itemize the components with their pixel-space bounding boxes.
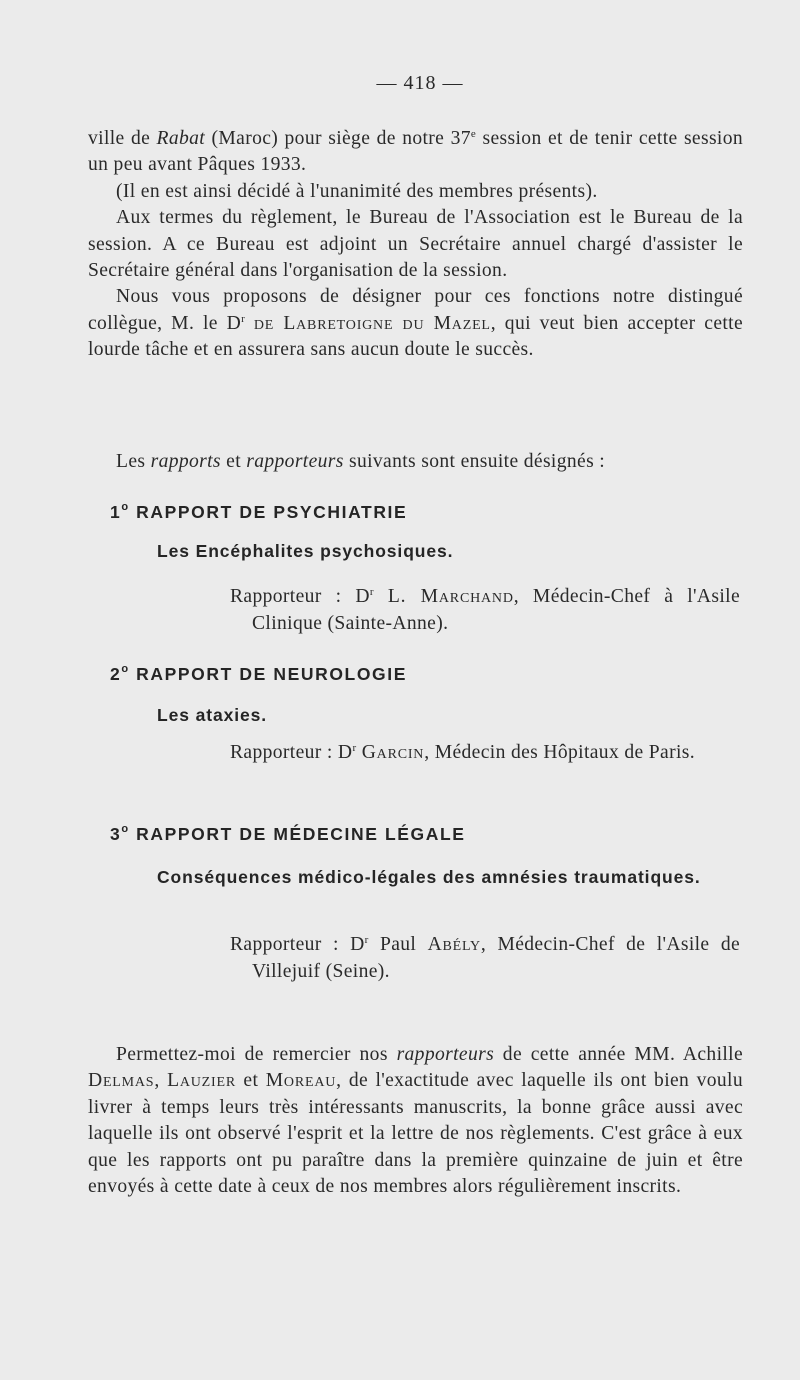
intro-paragraph-1: ville de Rabat (Maroc) pour siège de notre 37e session et de tenir cette session un peu avant Pâques 1933. <box>88 128 744 176</box>
report-1-rapporteur: Rapporteur : $D^r$ L. Marchand, Médecin-Chef à l'Asile Clinique (Sainte-Anne). <box>230 586 741 634</box>
intro-block <box>88 126 743 364</box>
report-3-rapporteur: Rapporteur : $D^r$ Paul Abély, Médecin-Chef de l'Asile de Villejuif (Seine). <box>230 934 741 982</box>
page-number: — 418 — <box>376 72 464 94</box>
report-2-subject: Les ataxies. <box>157 705 268 725</box>
report-2-heading: 2$^o$ RAPPORT DE NEUROLOGIE <box>110 663 407 684</box>
report-1-subject: Les Encéphalites psychosiques. <box>157 541 454 561</box>
secretary-name: de Labretoigne du Mazel <box>253 312 491 334</box>
intro-paragraph-2: (Il en est ainsi décidé à l'unanimité des membres présents). <box>116 180 598 202</box>
report-2-rapporteur: Rapporteur : $D^r$ Garcin, Médecin des Hôpitaux de Paris. <box>230 742 695 763</box>
report-3-subject: Conséquences médico-légales des amnésies traumatiques. <box>157 867 701 887</box>
closing-paragraph: Permettez-moi de remercier nos rapporteurs de cette année MM. Achille Delmas, Lauzier et Moreau, de l'exactitude avec laquelle ils ont bien voulu livrer à temps leurs très intéressants manuscrits, la bonne grâce aussi avec laquelle ils ont observé l'esprit et la lettre de nos règlements. C'est grâce à eux que les rapports ont pu paraître dans la première quinzaine de juin et être envoyés à cette date à ceux de nos membres alors régulièrement inscrits. <box>88 1044 743 1198</box>
report-3-heading: 3$^o$ RAPPORT DE MÉDECINE LÉGALE <box>110 823 466 844</box>
designation-line: Les rapports et rapporteurs suivants sont ensuite désignés : <box>116 451 606 472</box>
intro-paragraph-4: Nous vous proposons de désigner pour ces fonctions notre distingué collègue, M. le $D^r$ de Labretoigne du Mazel, qui veut bien accepter cette lourde tâche et en assurera sans aucun doute le succès. <box>88 286 744 361</box>
city-name: Rabat <box>156 128 206 149</box>
intro-paragraph-3: Aux termes du règlement, le Bureau de l'Association est le Bureau de la session. A ce Bureau est adjoint un Secrétaire annuel chargé d'assister le Secrétaire général dans l'organisation de la session. <box>88 207 743 282</box>
report-1-heading: 1$^o$ RAPPORT DE PSYCHIATRIE <box>110 501 408 522</box>
